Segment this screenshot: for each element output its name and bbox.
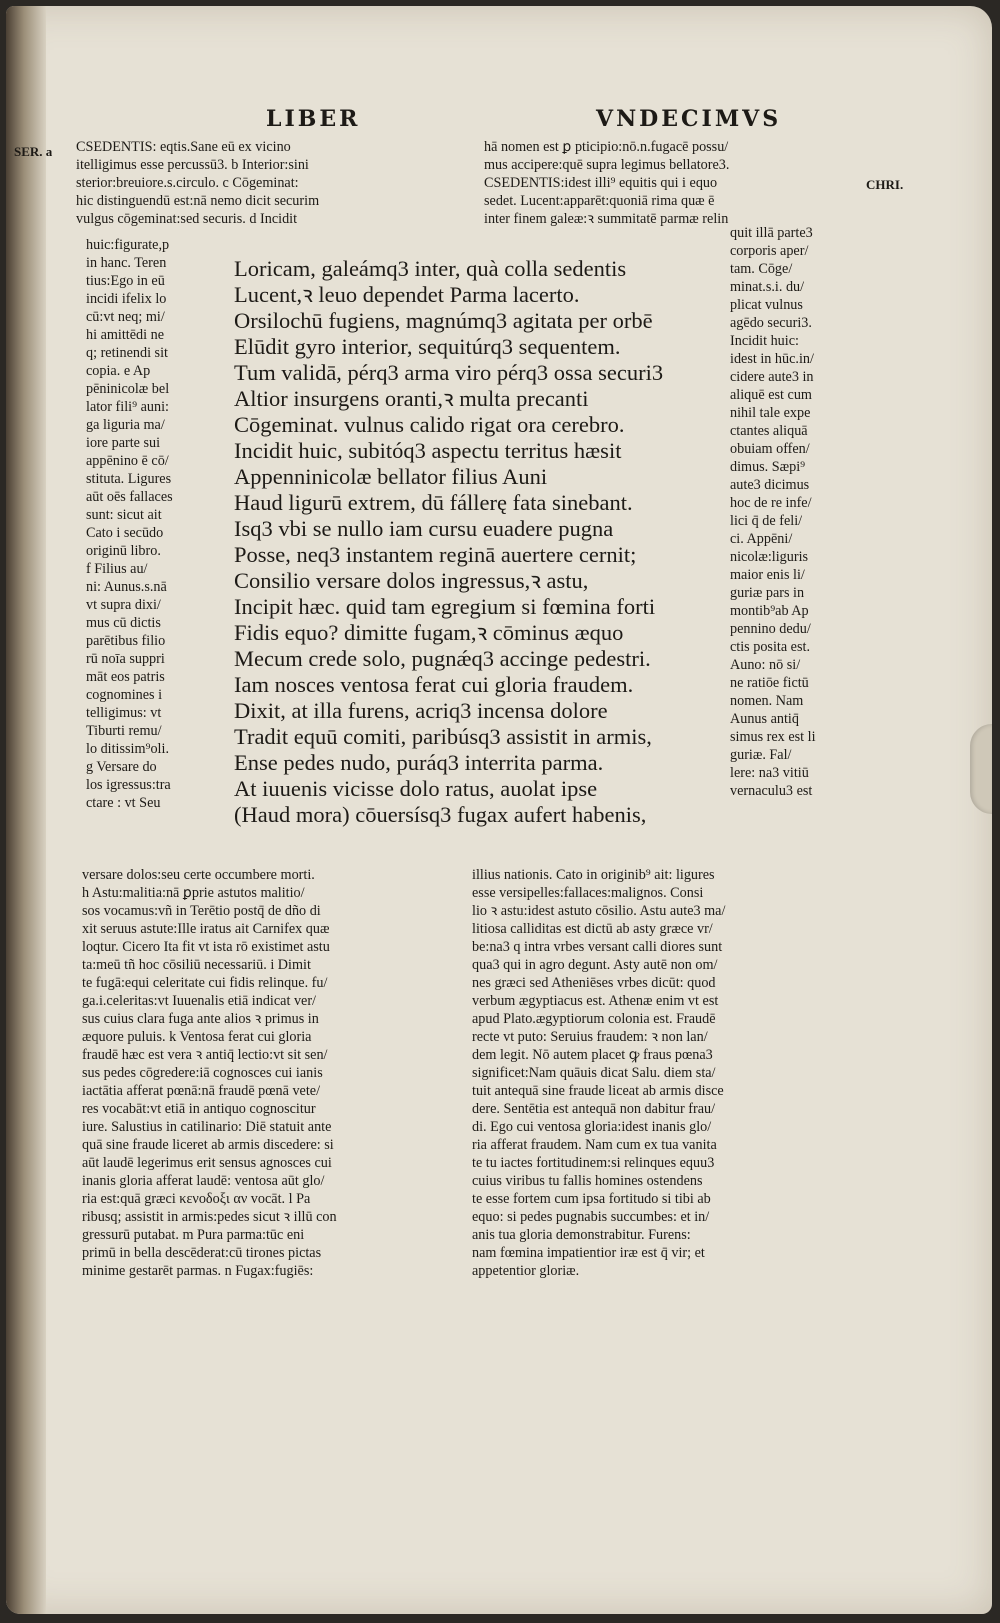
page-edge-tab: [970, 724, 992, 814]
left-col-line: appēnino ē cō/: [86, 453, 169, 469]
verses-line: Elūdit gyro interior, sequitúrq3 sequentem.: [234, 334, 621, 359]
right-col-line: Incidit huic:: [730, 333, 799, 349]
verses-line: Ense pedes nudo, puráq3 interrita parma.: [234, 750, 604, 775]
left-col-line: cū:vt neq; mi/: [86, 309, 165, 325]
verses-line: Tradit equū comiti, paribúsq3 assistit in armis,: [234, 724, 652, 749]
right-col-line: nomen. Nam: [730, 693, 804, 709]
commentary-top-right: [484, 138, 854, 228]
verses-line: At iuuenis vicisse dolo ratus, auolat ipse: [234, 776, 598, 801]
verses-line: Incipit hæc. quid tam egregium si fœmina forti: [234, 594, 656, 619]
bottom-left-line: sus cuius clara fuga ante alios ꝛ primus in: [82, 1011, 319, 1027]
bottom-right-line: apud Plato.ægyptiorum colonia est. Fraudē: [472, 1011, 716, 1027]
left-col-line: incidi ifelix lo: [86, 291, 167, 307]
right-col-line: hoc de re infe/: [730, 495, 812, 511]
bottom-left-line: versare dolos:seu certe occumbere morti.: [82, 867, 315, 883]
bottom-left-line: ribusq; assistit in armis:pedes sicut ꝛ illū con: [82, 1209, 337, 1225]
top-right-line: mus accipere:quē supra legimus bellatore3.: [484, 157, 730, 173]
right-col-line: ctis posita est.: [730, 639, 810, 655]
verses-line: Posse, neq3 instantem reginā auertere cernit;: [234, 542, 637, 567]
right-col-line: dimus. Sæpi⁹: [730, 459, 806, 475]
verses-line: Cōgeminat. vulnus calido rigat ora cerebro.: [234, 412, 625, 437]
left-col-line: aūt oēs fallaces: [86, 489, 173, 505]
verses-line: Incidit huic, subitóq3 aspectu territus hæsit: [234, 438, 622, 463]
left-col-line: rū noīa suppri: [86, 651, 165, 667]
bottom-right-line: te tu iactes fortitudinem:si relinques equu3: [472, 1155, 715, 1171]
bottom-right-line: tuit antequā sine fraude liceat ab armis disce: [472, 1083, 724, 1099]
left-col-line: mus cū dictis: [86, 615, 161, 631]
right-col-line: Aunus antiq̄: [730, 711, 799, 727]
verses-line: Mecum crede solo, pugnǽq3 accinge pedestri.: [234, 646, 651, 671]
bottom-right-line: qua3 qui in agro degunt. Asty autē non om/: [472, 957, 718, 973]
right-col-line: minat.s.i. du/: [730, 279, 805, 295]
bottom-left-line: gressurū putabat. m Pura parma:tūc eni: [82, 1227, 305, 1243]
bottom-right-line: recte vt puto: Seruius fraudem: ꝛ non lan/: [472, 1029, 708, 1045]
left-col-line: in hanc. Teren: [86, 255, 167, 271]
book-page: [6, 6, 992, 1614]
right-col-line: idest in hūc.in/: [730, 351, 814, 367]
bottom-left-line: ria est:quā græci κενοδοξι αν vocāt. l Pa: [82, 1191, 311, 1207]
bottom-left-line: ga.i.celeritas:vt Iuuenalis etiā indicat ver/: [82, 993, 316, 1009]
top-left-line: hic distinguendū est:nā nemo dicit securim: [76, 193, 320, 209]
left-col-line: huic:figurate,p: [86, 237, 170, 253]
bottom-right-line: ria afferat fraudem. Nam cum ex tua vanita: [472, 1137, 717, 1153]
right-col-line: nicolæ:liguris: [730, 549, 809, 565]
left-col-line: tius:Ego in eū: [86, 273, 165, 289]
bottom-right-line: anis tua gloria demonstrabitur. Furens:: [472, 1227, 691, 1243]
right-col-line: Auno: nō si/: [730, 657, 801, 673]
top-right-line: inter finem galeæ:ꝛ summitatē parmæ relin: [484, 211, 729, 227]
bottom-left-line: quā sine fraude liceret ab armis discedere: si: [82, 1137, 334, 1153]
left-col-line: f Filius au/: [86, 561, 148, 577]
top-right-line: sedet. Lucent:apparēt:quoniā rima quæ ē: [484, 193, 715, 209]
top-left-line: vulgus cōgeminat:sed securis. d Incidit: [76, 211, 298, 227]
right-col-line: aute3 dicimus: [730, 477, 810, 493]
bottom-right-line: te esse fortem cum ipsa fortitudo si tibi ab: [472, 1191, 711, 1207]
margin-note-left: SER. a: [14, 144, 53, 159]
left-col-line: pēninicolæ bel: [86, 381, 170, 397]
bottom-right-line: be:na3 q intra vrbes versant calli diores sunt: [472, 939, 723, 955]
left-col-line: lator fili⁹ auni:: [86, 399, 169, 415]
right-col-line: ctantes aliquā: [730, 423, 808, 439]
bottom-right-line: significet:Nam quāuis dicat Salu. diem sta/: [472, 1065, 716, 1081]
right-col-line: maior enis li/: [730, 567, 805, 583]
margin-note-right: CHRI.: [866, 177, 904, 192]
top-left-line: itelligimus esse percussū3. b Interior:sini: [76, 157, 309, 173]
verses-line: Altior insurgens oranti,ꝛ multa precanti: [234, 386, 589, 411]
bottom-left-line: minime gestarēt parmas. n Fugax:fugiēs:: [82, 1263, 314, 1279]
running-head-right: VNDECIMVS: [596, 106, 782, 132]
bottom-left-line: primū in bella descēderat:cū tirones pictas: [82, 1245, 322, 1261]
bottom-left-line: te fugā:equi celeritate cui fidis relinque. fu/: [82, 975, 328, 991]
right-col-line: quit illā parte3: [730, 225, 813, 241]
left-col-line: cognomines i: [86, 687, 163, 703]
verses-line: Isq3 vbi se nullo iam cursu euadere pugna: [234, 516, 614, 541]
right-col-line: nihil tale expe: [730, 405, 811, 421]
verses-line: (Haud mora) cōuersísq3 fugax aufert habenis,: [234, 802, 647, 827]
left-col-line: hi amittēdi ne: [86, 327, 165, 343]
bottom-left-line: aūt laudē legerimus erit sensus agnosces cui: [82, 1155, 332, 1171]
verses-line: Tum validā, pérq3 arma viro pérq3 ossa securi3: [234, 360, 664, 385]
right-col-line: pennino dedu/: [730, 621, 811, 637]
left-col-line: Cato i secūdo: [86, 525, 164, 541]
bottom-left-line: inanis gloria afferat laudē: ventosa aūt glo/: [82, 1173, 325, 1189]
bottom-right-line: nes græci sed Atheniēses vrbes dicūt: quod: [472, 975, 716, 991]
left-col-line: vt supra dixi/: [86, 597, 161, 613]
top-right-line: CSEDENTIS:idest illi⁹ equitis qui i equo: [484, 175, 718, 191]
right-col-line: ne ratiōe fictū: [730, 675, 809, 691]
bottom-left-line: iactātia afferat pœnā:nā fraudē pœnā vete/: [82, 1083, 321, 1099]
right-col-line: obuiam offen/: [730, 441, 810, 457]
running-head-left: LIBER: [266, 106, 361, 132]
right-col-line: corporis aper/: [730, 243, 809, 259]
verses-line: Dixit, at illa furens, acriq3 incensa dolore: [234, 698, 608, 723]
commentary-right-column: [730, 224, 866, 800]
left-col-line: q; retinendi sit: [86, 345, 168, 361]
commentary-bottom-right: [472, 866, 852, 1280]
left-col-line: lo ditissim⁹oli.: [86, 741, 169, 757]
right-col-line: lici q̄ de feli/: [730, 513, 803, 529]
bottom-right-line: dem legit. Nō autem placet ꝙ fraus pœna3: [472, 1047, 713, 1063]
bottom-left-line: loqtur. Cicero Ita fit vt ista rō existimet astu: [82, 939, 330, 955]
bottom-right-line: nam fœmina impatientior iræ est q̄ vir; et: [472, 1245, 705, 1261]
right-col-line: vernaculu3 est: [730, 783, 813, 799]
left-col-line: parētibus filio: [86, 633, 166, 649]
right-col-line: tam. Cōge/: [730, 261, 793, 277]
bottom-left-line: res vocabāt:vt etiā in antiquo cognoscitur: [82, 1101, 316, 1117]
right-col-line: ci. Appēni/: [730, 531, 793, 547]
binding-gutter: [6, 6, 46, 1614]
bottom-left-line: sos vocamus:vñ in Terētio postq̄ de dño di: [82, 903, 321, 919]
bottom-left-line: ta:meū tñ hoc cōsiliū necessariū. i Dimit: [82, 957, 311, 973]
verses-line: Consilio versare dolos ingressus,ꝛ astu,: [234, 568, 589, 593]
right-col-line: cidere aute3 in: [730, 369, 814, 385]
right-col-line: guriæ. Fal/: [730, 747, 792, 763]
right-col-line: agēdo securi3.: [730, 315, 812, 331]
left-col-line: telligimus: vt: [86, 705, 162, 721]
bottom-right-line: appetentior gloriæ.: [472, 1263, 580, 1279]
bottom-right-line: dere. Sentētia est antequā non dabitur frau/: [472, 1101, 716, 1117]
left-col-line: originū libro.: [86, 543, 161, 559]
verses-line: Fidis equo? dimitte fugam,ꝛ cōminus æquo: [234, 620, 624, 645]
verses-line: Appenninicolæ bellator filius Auni: [234, 464, 548, 489]
left-col-line: ga liguria ma/: [86, 417, 165, 433]
commentary-left-column: [86, 236, 226, 812]
left-col-line: ctare : vt Seu: [86, 795, 161, 811]
verses-line: Lucent,ꝛ leuo dependet Parma lacerto.: [234, 282, 580, 307]
left-col-line: māt eos patris: [86, 669, 165, 685]
right-col-line: guriæ pars in: [730, 585, 805, 601]
left-col-line: los igressus:tra: [86, 777, 171, 793]
bottom-left-line: æquore puluis. k Ventosa ferat cui gloria: [82, 1029, 312, 1045]
bottom-right-line: verbum ægyptiacus est. Athenæ enim vt est: [472, 993, 719, 1009]
bottom-left-line: h Astu:malitia:nā ꝑprie astutos malitio/: [82, 885, 305, 901]
verse-text: [234, 256, 724, 828]
top-right-line: hā nomen est ꝑ pticipio:nō.n.fugacē possu/: [484, 139, 729, 155]
bottom-right-line: cuius viribus tu fallis homines ostendens: [472, 1173, 703, 1189]
bottom-left-line: sus pedes cōgredere:iā cognosces cui ianis: [82, 1065, 323, 1081]
bottom-right-line: litiosa calliditas est dictū ab asty græce vr/: [472, 921, 713, 937]
verses-line: Loricam, galeámq3 inter, quà colla sedentis: [234, 256, 627, 281]
verses-line: Iam nosces ventosa ferat cui gloria fraudem.: [234, 672, 634, 697]
verses-line: Orsilochū fugiens, magnúmq3 agitata per orbē: [234, 308, 653, 333]
left-col-line: stituta. Ligures: [86, 471, 172, 487]
right-col-line: simus rex est li: [730, 729, 816, 745]
right-col-line: lere: na3 vitiū: [730, 765, 809, 781]
right-col-line: plicat vulnus: [730, 297, 803, 313]
bottom-right-line: lio ꝛ astu:idest astuto cōsilio. Astu aute3 ma/: [472, 903, 726, 919]
bottom-right-line: illius nationis. Cato in originib⁹ ait: ligures: [472, 867, 715, 883]
top-left-line: CSEDENTIS: eqtis.Sane eū ex vicino: [76, 139, 291, 155]
right-col-line: montib⁹ab Ap: [730, 603, 809, 619]
left-col-line: sunt: sicut ait: [86, 507, 162, 523]
verses-line: Haud ligurū extrem, dū fállerę fata sinebant.: [234, 490, 633, 515]
left-col-line: Tiburti remu/: [86, 723, 162, 739]
commentary-bottom-left: [82, 866, 462, 1280]
left-col-line: copia. e Ap: [86, 363, 151, 379]
top-left-line: sterior:breuiore.s.circulo. c Cōgeminat:: [76, 175, 299, 191]
bottom-right-line: di. Ego cui ventosa gloria:idest inanis glo/: [472, 1119, 712, 1135]
bottom-right-line: equo: si pedes pugnabis succumbes: et in/: [472, 1209, 710, 1225]
right-col-line: aliquē est cum: [730, 387, 812, 403]
bottom-left-line: xit seruus astute:Ille iratus ait Carnifex quæ: [82, 921, 330, 937]
left-col-line: g Versare do: [86, 759, 157, 775]
left-col-line: iore parte sui: [86, 435, 161, 451]
left-col-line: ni: Aunus.s.nā: [86, 579, 167, 595]
commentary-top-left: [76, 138, 466, 228]
bottom-right-line: esse versipelles:fallaces:malignos. Consi: [472, 885, 704, 901]
bottom-left-line: iure. Salustius in catilinario: Diē statuit ante: [82, 1119, 332, 1135]
bottom-left-line: fraudē hæc est vera ꝛ antiq̄ lectio:vt sit sen/: [82, 1047, 328, 1063]
